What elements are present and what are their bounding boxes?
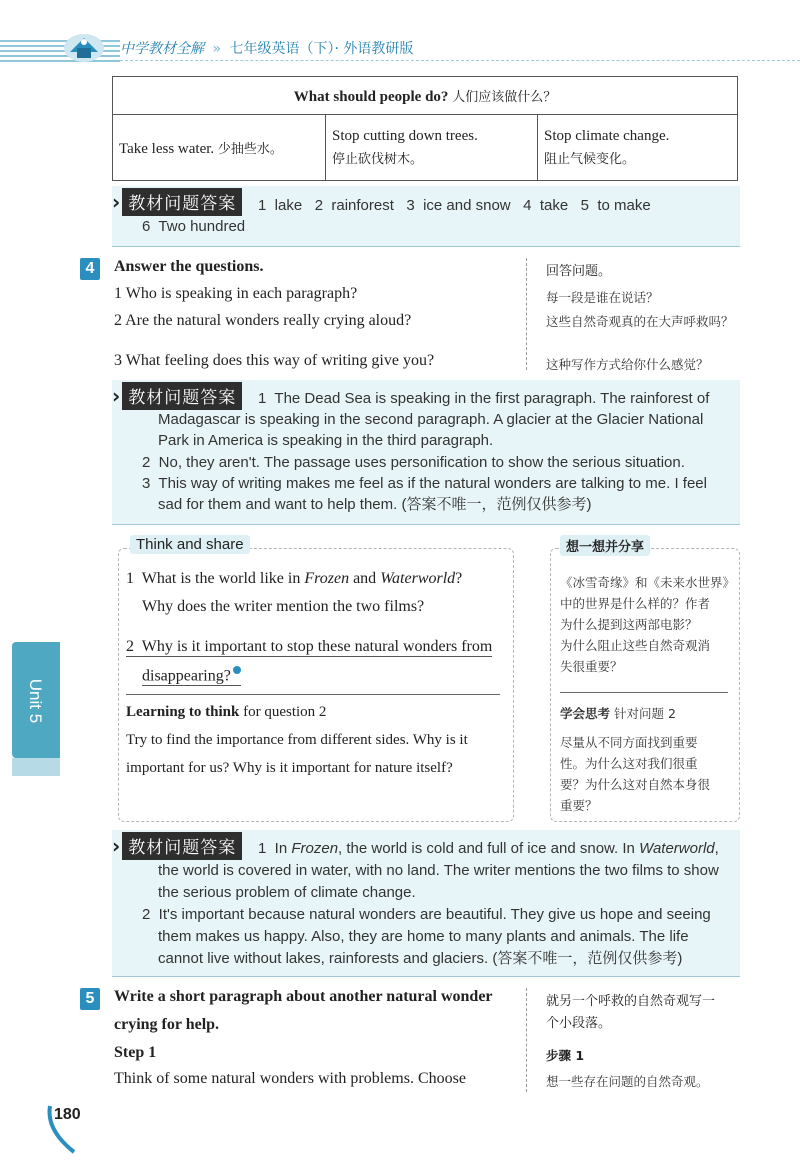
answer-line: 2 It's important because natural wonders are beautiful. They give us hope and seeing: [142, 906, 711, 923]
answer-line: 3 This way of writing makes me feel as if the natural wonders are talking to me. I feel: [142, 475, 707, 492]
thinking-hint-icon: [233, 666, 241, 674]
cn-line: 尽量从不同方面找到重要: [560, 735, 698, 750]
answer-tag: [112, 832, 242, 860]
learning-to-think: [126, 704, 326, 721]
answer-line: Park in America is speaking in the third paragraph.: [158, 432, 494, 449]
section-title-line2: crying for help.: [114, 1016, 220, 1033]
section-title-cn: 就另一个呼救的自然奇观写一: [546, 994, 716, 1009]
q1-and: and: [349, 570, 381, 587]
section-title-cn: 回答问题。: [546, 264, 612, 279]
question-cn: 每一段是谁在说话？: [546, 290, 659, 305]
step-label-cn: 步骤 1: [546, 1048, 585, 1063]
learning-cn-text: [560, 732, 740, 816]
section-title: Answer the questions.: [114, 258, 264, 275]
answer-tag-label: 教材问题答案: [122, 832, 242, 860]
column-divider: [526, 988, 527, 1092]
a3-film-waterworld: Waterworld: [639, 840, 715, 857]
answer-line: them makes us happy. Also, they are home to many plants and animals. The life: [158, 928, 689, 945]
cell-en: Stop cutting down trees.: [332, 127, 478, 144]
cn-line: 要？为什么这对自然本身很: [560, 777, 711, 792]
cn-line: 为什么阻止这些自然奇观消: [560, 638, 711, 653]
question-cn: 这些自然奇观真的在大声呼救吗？: [546, 314, 734, 329]
a3-film-frozen: Frozen: [291, 840, 339, 857]
unit-label: Unit 5: [26, 678, 45, 724]
answer-line: 1 lake 2 rainforest 3 ice and snow 4 take 5 to make: [258, 197, 651, 214]
chevron-right-icon: ›: [112, 384, 121, 408]
chevron-right-icon: ›: [112, 834, 121, 858]
book-subtitle: 七年级英语（下）· 外语教研版: [229, 41, 414, 57]
cn-line: 为什么提到这两部电影？: [560, 617, 698, 632]
header-rule: [120, 60, 800, 61]
answer-line: cannot live without lakes, rainforests and glaciers. (答案不唯一，范例仅供参考): [158, 950, 683, 967]
step-label: Step 1: [114, 1044, 157, 1061]
q2-end: disappearing?: [142, 667, 231, 685]
a3-l1a: 1 In: [258, 840, 292, 857]
column-divider: [526, 258, 527, 370]
cell-en: Take less water.: [119, 140, 215, 157]
table-cell: [538, 115, 738, 181]
cn-line: 重要？: [560, 798, 598, 813]
film-frozen: Frozen: [304, 570, 350, 587]
think-question-1-line2: Why does the writer mention the two films?: [142, 598, 425, 615]
answer-tag: [112, 188, 242, 216]
learning-bold: Learning to think: [126, 704, 240, 720]
answer-line: sad for them and want to help them. (答案不唯一，范例仅供参考): [158, 496, 592, 513]
a3-l1b: , the world is cold and full of ice and snow. In: [338, 840, 640, 857]
answer-tag: [112, 382, 242, 410]
think-and-share-tag-cn: 想一想并分享: [560, 535, 650, 556]
table-cell: [326, 115, 538, 181]
what-should-people-do-table: [112, 76, 738, 181]
answer-line: 6 Two hundred: [142, 218, 246, 235]
answer-tag-label: 教材问题答案: [122, 188, 242, 216]
answer-line: [258, 838, 719, 860]
think-question-2: 2 Why is it important to stop these natural wonders from: [126, 638, 493, 655]
cell-cn: 停止砍伐树木。: [332, 151, 424, 167]
section-title: Write a short paragraph about another natural wonder: [114, 988, 493, 1005]
question-cn: 这种写作方式给你什么感觉？: [546, 357, 709, 372]
think-and-share-tag: Think and share: [130, 535, 250, 554]
book-logo-icon: [62, 30, 106, 64]
step-text-cn: 想一些存在问题的自然奇观。: [546, 1074, 709, 1089]
section-title-cn-line2: 个小段落。: [546, 1016, 612, 1031]
page-number: 180: [54, 1106, 81, 1123]
think-question-1: [126, 570, 462, 588]
learning-cn-title: [560, 704, 676, 722]
cn-line: 性。为什么这对我们很重: [560, 756, 698, 771]
cell-cn: 阻止气候变化。: [544, 151, 636, 167]
learning-cn-rest: 针对问题 2: [614, 706, 676, 721]
cell-en: Stop climate change.: [544, 127, 670, 144]
cn-line: 中的世界是什么样的？作者: [560, 596, 711, 611]
divider: [560, 692, 728, 693]
chevron-right-icon: ›: [112, 190, 121, 214]
q1-end: ?: [455, 570, 463, 587]
q1-text: 1 What is the world like in: [126, 570, 305, 587]
question: 3 What feeling does this way of writing give you?: [114, 352, 435, 369]
learning-line: important for us? Why is it important for nature itself?: [126, 760, 453, 776]
header-title: [120, 38, 413, 58]
learning-rest: for question 2: [239, 704, 327, 720]
table-title-cn: 人们应该做什么？: [452, 89, 557, 105]
header-separator: »: [212, 41, 222, 57]
section-number: 4: [80, 258, 100, 280]
cn-line: 《冰雪奇缘》和《未来水世界》: [560, 575, 736, 590]
learning-line: Try to find the importance from different sides. Why is it: [126, 732, 468, 748]
answer-line: the serious problem of climate change.: [158, 884, 416, 901]
table-title: [113, 77, 738, 115]
question: 1 Who is speaking in each paragraph?: [114, 285, 358, 302]
book-title: 中学教材全解: [120, 41, 204, 57]
think-question-2-line2: [142, 666, 241, 686]
question: 2 Are the natural wonders really crying aloud?: [114, 312, 412, 329]
section-number: 5: [80, 988, 100, 1010]
answer-line: 1 The Dead Sea is speaking in the first paragraph. The rainforest of: [258, 390, 710, 407]
unit-side-tab-shade: [12, 758, 60, 776]
divider: [126, 694, 500, 695]
step-text: Think of some natural wonders with problems. Choose: [114, 1070, 466, 1087]
table-title-en: What should people do?: [293, 88, 449, 105]
cell-cn: 少抽些水。: [217, 141, 283, 157]
learning-cn-bold: 学会思考: [560, 706, 611, 721]
answer-tag-label: 教材问题答案: [122, 382, 242, 410]
answer-line: Madagascar is speaking in the second paragraph. A glacier at the Glacier National: [158, 411, 704, 428]
film-waterworld: Waterworld: [380, 570, 456, 587]
answer-line: the world is covered in water, with no land. The writer mentions the two films to show: [158, 862, 719, 879]
a3-l1c: ,: [714, 840, 719, 857]
think-cn-text: [560, 572, 740, 677]
table-cell: [113, 115, 326, 181]
answer-line: 2 No, they aren't. The passage uses personification to show the serious situation.: [142, 454, 685, 471]
cn-line: 失很重要？: [560, 659, 623, 674]
